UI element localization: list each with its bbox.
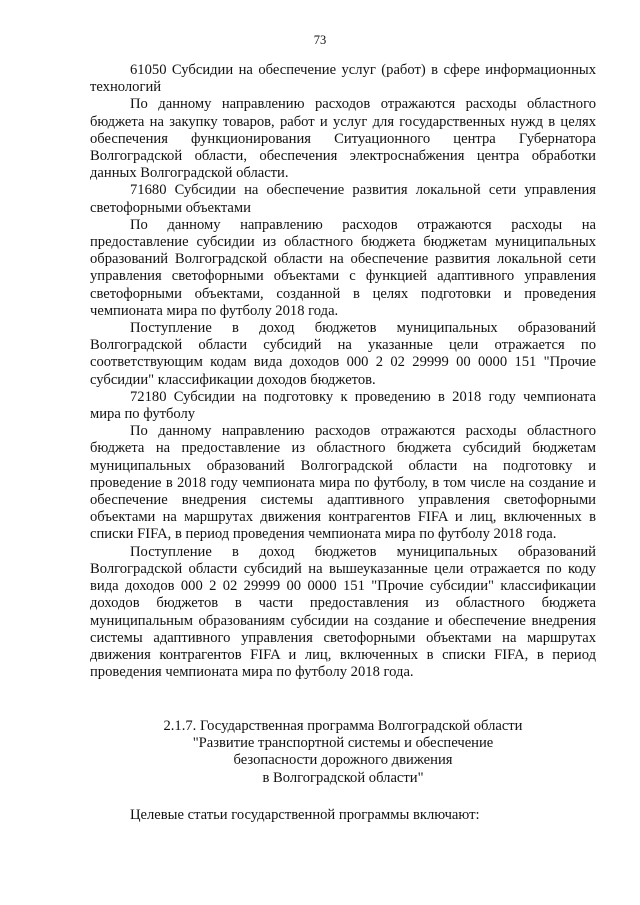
- section-heading-line: 2.1.7. Государственная программа Волгоградской области: [163, 718, 523, 734]
- paragraph-61050-description: По данному направлению расходов отражаются расходы областного бюджета на закупку товаров, работ и услуг для государственных нужд в целях обеспечения функционирования Ситуационного центра Губернатора Волгоградской области, обеспечения электроснабжения центра обработки данных Волгоградской области.: [90, 96, 596, 182]
- paragraph-72180-description: По данному направлению расходов отражаются расходы областного бюджета на предоставление из областного бюджета субсидий бюджетам муниципальных образований Волгоградской области на подготовку и проведение в 2018 году чемпионата мира по футболу, в том числе на создание и обеспечение внедрения системы адаптивного управления светофорными объектами на маршрутах движения контрагентов FIFA и лиц, включенных в списки FIFA, в период проведения чемпионата мира по футболу 2018 года.: [90, 423, 596, 543]
- paragraph-61050-title: 61050 Субсидии на обеспечение услуг (работ) в сфере информационных технологий: [90, 62, 596, 96]
- section-heading-line: в Волгоградской области": [262, 769, 424, 786]
- section-heading: [90, 718, 596, 787]
- paragraph-72180-income: Поступление в доход бюджетов муниципальных образований Волгоградской области субсидий на вышеуказанные цели отражается по коду вида доходов 000 2 02 29999 00 0000 151 "Прочие субсидии" классификации доходов бюджетов в части предоставления из областного бюджета муниципальным образованиям субсидии на создание и обеспечение внедрения системы адаптивного управления светофорными объектами на маршрутах движения контрагентов FIFA и лиц, включенных в списки FIFA, в период проведения чемпионата мира по футболу 2018 года.: [90, 543, 596, 681]
- section-heading-line: "Развитие транспортной системы и обеспечение: [192, 735, 494, 752]
- paragraph-71680-income: Поступление в доход бюджетов муниципальных образований Волгоградской области субсидий на указанные цели отражается по соответствующим кодам вида доходов 000 2 02 29999 00 0000 151 "Прочие субсидии" классификации доходов бюджетов.: [90, 320, 596, 388]
- page-number: 73: [313, 33, 327, 47]
- paragraph-71680-description: По данному направлению расходов отражаются расходы на предоставление субсидии из областного бюджета бюджетам муниципальных образований Волгоградской области на обеспечение развития локальной сети управления светофорными объектами с функцией адаптивного управления светофорными объектами, созданной в целях подготовки и проведения чемпионата мира по футболу 2018 года.: [90, 216, 596, 319]
- document-body: [90, 62, 596, 681]
- section-heading-line: безопасности дорожного движения: [233, 752, 453, 769]
- paragraph-71680-title: 71680 Субсидии на обеспечение развития локальной сети управления светофорными объектами: [90, 182, 596, 216]
- targets-intro: Целевые статьи государственной программы включают:: [130, 807, 480, 823]
- paragraph-72180-title: 72180 Субсидии на подготовку к проведению в 2018 году чемпионата мира по футболу: [90, 388, 596, 423]
